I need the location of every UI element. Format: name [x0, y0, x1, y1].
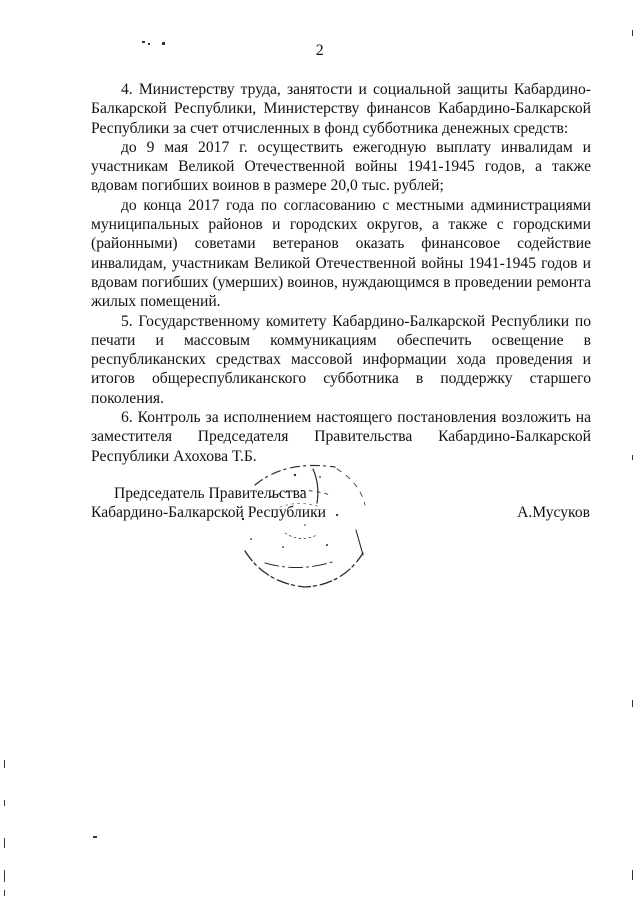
signatory-title-line-1: Председатель Правительства	[114, 485, 307, 502]
paragraph-sub-repair: до конца 2017 года по согласованию с местными администрациями муниципальных районов и городских округов, а также с городскими (районными) советами ветеранов оказать финансовое содействие инвалидам, участникам Великой Отечественной войны 1941-1945 годов и вдовам погибших (умерших) воинов, нуждающимся в проведении ремонта жилых помещений.	[91, 196, 591, 311]
paragraph-item-6: 6. Контроль за исполнением настоящего постановления возложить на заместителя Председателя Правительства Кабардино-Балкарской Республики Ахохова Т.Б.	[91, 409, 591, 465]
document-body	[91, 80, 591, 466]
paragraph-item-5: 5. Государственному комитету Кабардино-Балкарской Республики по печати и массовым коммуникациям обеспечить освещение в республиканских средствах массовой информации хода проведения и итогов общереспубликанского субботника в поддержку старшего поколения.	[91, 312, 591, 407]
signatory-title	[91, 484, 351, 522]
paragraph-sub-payment: до 9 мая 2017 г. осуществить ежегодную выплату инвалидам и участникам Великой Отечественной войны 1941-1945 годов, а также вдовам погибших воинов в размере 20,0 тыс. рублей;	[91, 138, 591, 195]
signatory-title-line-2: Кабардино-Балкарской Республики	[91, 504, 327, 521]
signatory-name: А.Мусуков	[517, 504, 590, 521]
page-number: 2	[315, 42, 325, 59]
seal-stamp-icon	[225, 455, 375, 595]
paragraph-item-4: 4. Министерству труда, занятости и социальной защиты Кабардино-Балкарской Республики, Министерству финансов Кабардино-Балкарской Республики за счет отчисленных в фонд субботника денежных средств:	[91, 81, 591, 137]
